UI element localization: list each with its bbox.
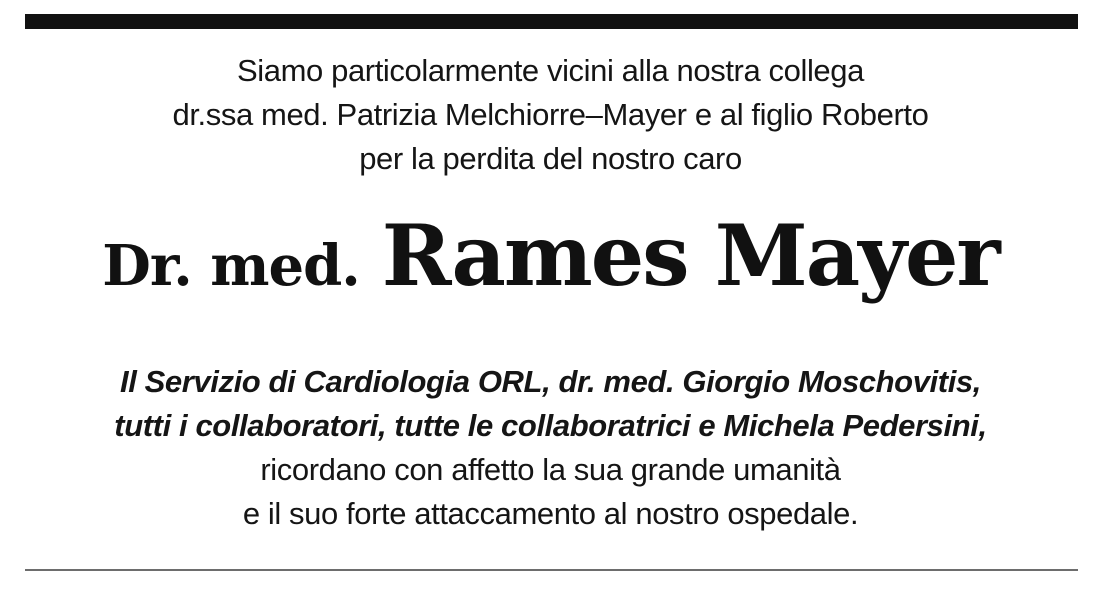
top-rule bbox=[25, 14, 1078, 29]
closing-text bbox=[0, 360, 1101, 536]
closing-line-3: ricordano con affetto la sua grande umanità bbox=[260, 452, 841, 487]
bottom-rule bbox=[25, 569, 1078, 571]
closing-line-2: tutti i collaboratori, tutte le collaboratrici e Michela Pedersini, bbox=[114, 408, 987, 443]
intro-line-3: per la perdita del nostro caro bbox=[359, 141, 742, 176]
closing-line-1: Il Servizio di Cardiologia ORL, dr. med. Giorgio Moschovitis, bbox=[120, 364, 981, 399]
deceased-name-heading bbox=[0, 206, 1101, 305]
intro-text bbox=[0, 49, 1101, 181]
intro-line-1: Siamo particolarmente vicini alla nostra collega bbox=[237, 53, 864, 88]
closing-line-4: e il suo forte attaccamento al nostro ospedale. bbox=[242, 496, 859, 531]
deceased-title: Dr. med. bbox=[102, 233, 360, 299]
deceased-name: Rames Mayer bbox=[381, 206, 999, 305]
intro-line-2: dr.ssa med. Patrizia Melchiorre–Mayer e al figlio Roberto bbox=[172, 97, 929, 132]
